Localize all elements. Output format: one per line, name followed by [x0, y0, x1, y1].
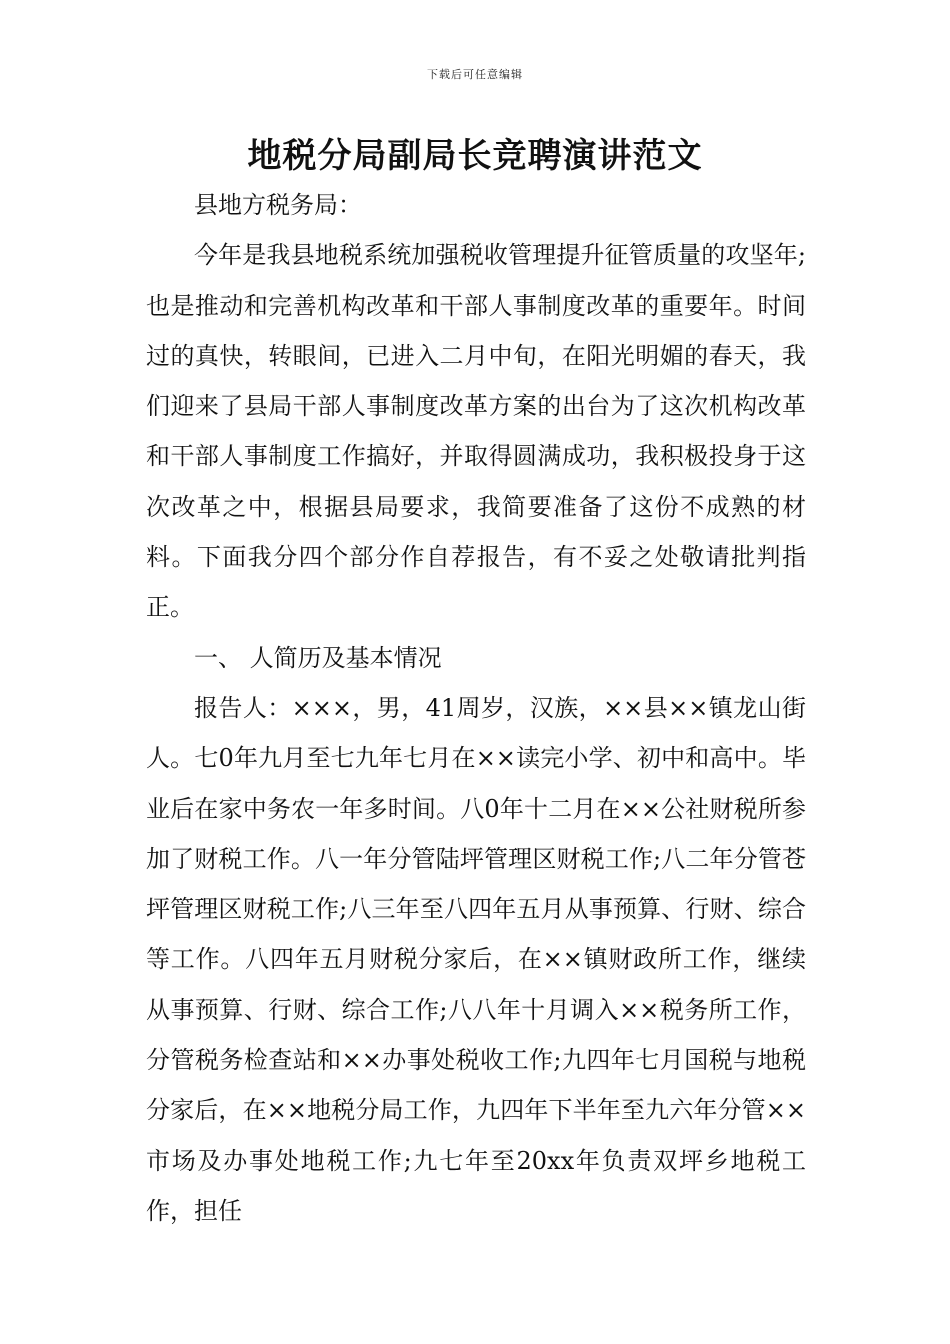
section-heading: 一、 人简历及基本情况	[194, 643, 442, 672]
intro-paragraph: 今年是我县地税系统加强税收管理提升征管质量的攻坚年;也是推动和完善机构改革和干部人事制度改革的重要年。时间过的真快，转眼间，已进入二月中旬，在阳光明媚的春天，我们迎来了县局干部人事制度改革方案的出台为了这次机构改革和干部人事制度工作搞好，并取得圆满成功，我积极投身于这次改革之中，根据县局要求，我简要准备了这份不成熟的材料。下面我分四个部分作自荐报告，有不妥之处敬请批判指正。	[146, 241, 806, 622]
document-title: 地税分局副局长竞聘演讲范文	[247, 136, 703, 176]
document-body	[146, 180, 806, 1236]
resume-paragraph: 报告人：×××，男，41周岁，汉族，××县××镇龙山街人。七0年九月至七九年七月在××读完小学、初中和高中。毕业后在家中务农一年多时间。八0年十二月在××公社财税所参加了财税工作。八一年分管陆坪管理区财税工作;八二年分管苍坪管理区财税工作;八三年至八四年五月从事预算、行财、综合等工作。八四年五月财税分家后，在××镇财政所工作，继续从事预算、行财、综合工作;八八年十月调入××税务所工作，分管税务检查站和××办事处税收工作;九四年七月国税与地税分家后，在××地税分局工作，九四年下半年至九六年分管××市场及办事处地税工作;九七年至20xx年负责双坪乡地税工作，担任	[146, 693, 806, 1225]
header-note: 下载后可任意编辑	[427, 68, 523, 81]
salutation-paragraph: 县地方税务局：	[194, 191, 362, 219]
